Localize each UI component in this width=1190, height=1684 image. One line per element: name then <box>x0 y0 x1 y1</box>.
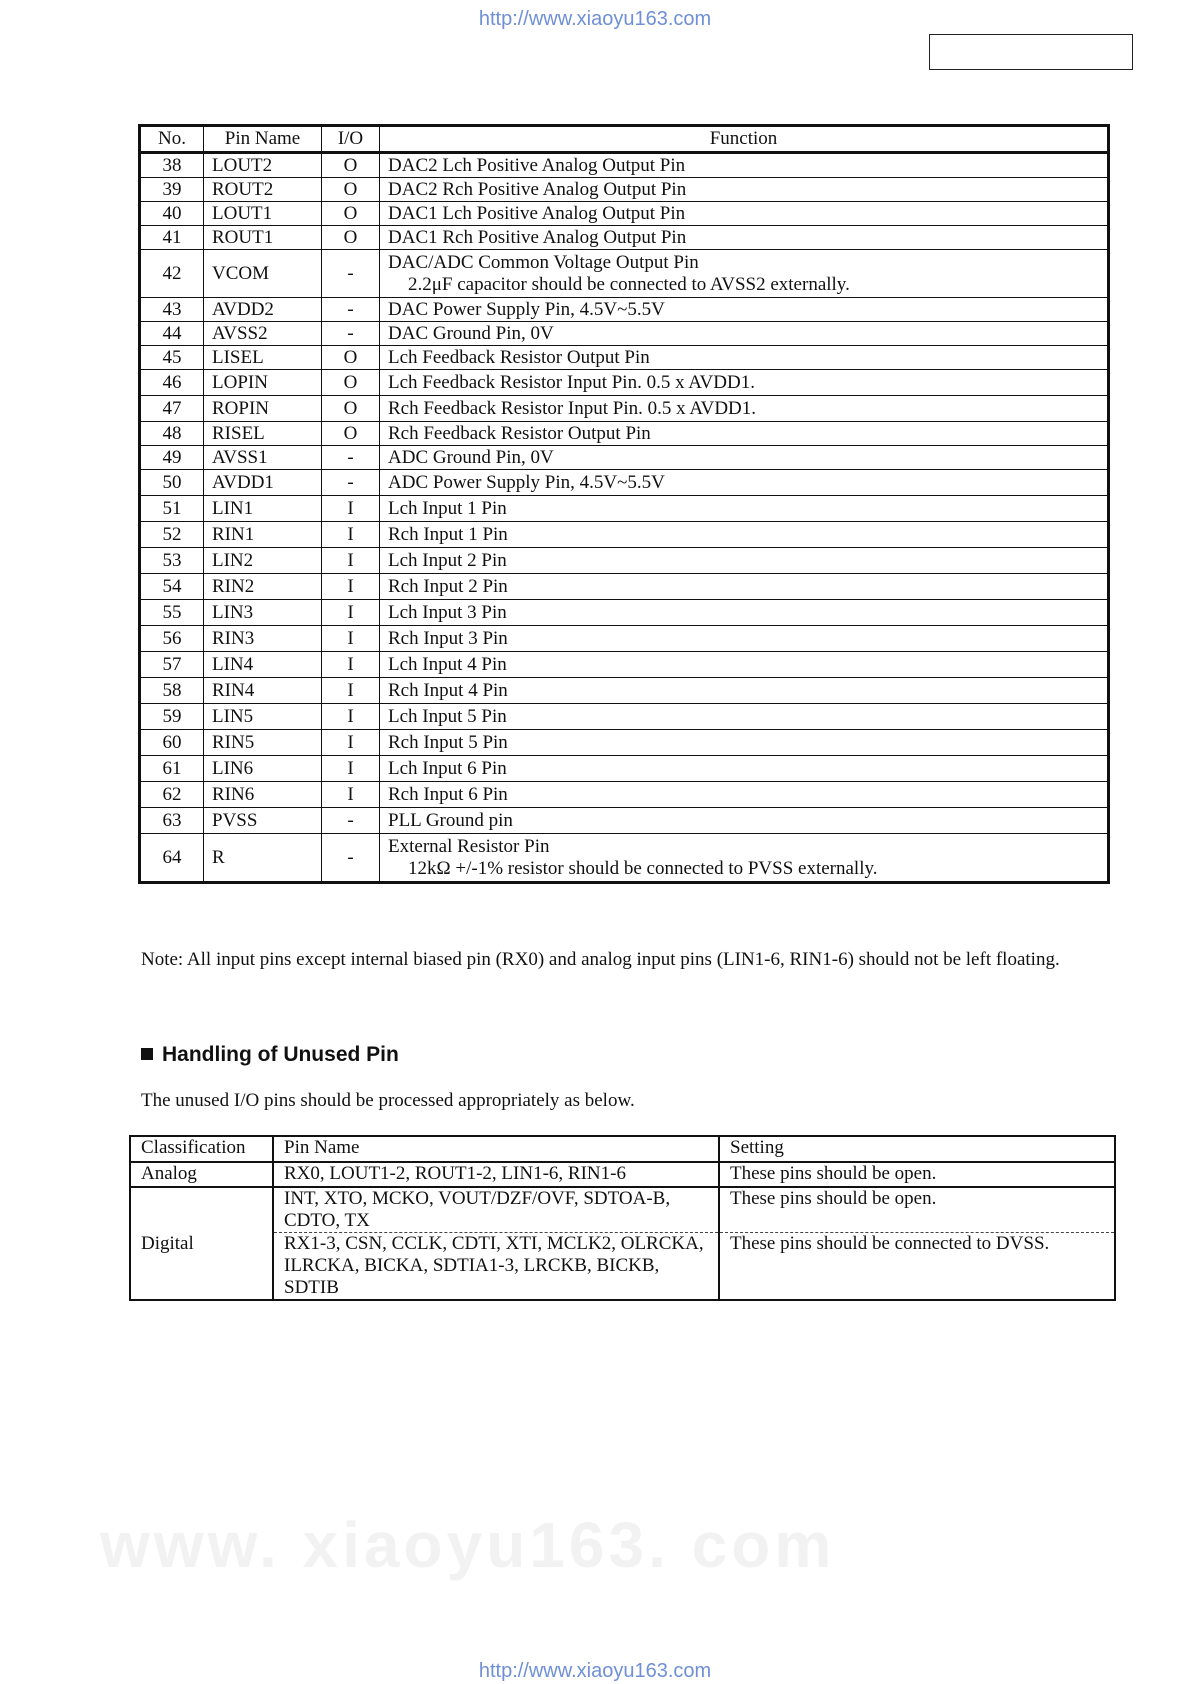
pin-function-cell <box>380 548 1109 574</box>
table-row <box>140 202 1109 226</box>
pin-function-cell <box>380 346 1109 370</box>
pin-function-cell <box>380 496 1109 522</box>
function-text: ADC Power Supply Pin, 4.5V~5.5V <box>388 471 665 493</box>
pin-no-cell: 59 <box>140 704 204 730</box>
pin-name-cell: RIN3 <box>204 626 322 652</box>
table-row <box>140 548 1109 574</box>
section-heading <box>141 1043 399 1067</box>
pin-io-cell: - <box>322 250 380 298</box>
pin-name-cell: AVSS1 <box>204 446 322 470</box>
pin-no-cell: 58 <box>140 678 204 704</box>
pin-name-cell: ROUT1 <box>204 226 322 250</box>
table-header-row <box>140 126 1109 153</box>
pin-name-cell: INT, XTO, MCKO, VOUT/DZF/OVF, SDTOA-B, CDTO, TX <box>273 1187 719 1233</box>
setting-cell: These pins should be connected to DVSS. <box>719 1233 1115 1301</box>
table-row <box>140 600 1109 626</box>
pin-function-cell <box>380 226 1109 250</box>
pin-no-cell: 46 <box>140 370 204 396</box>
pin-name-cell: AVSS2 <box>204 322 322 346</box>
table-row <box>140 782 1109 808</box>
pin-no-cell: 62 <box>140 782 204 808</box>
pin-no-cell: 38 <box>140 153 204 178</box>
unused-pin-table <box>129 1135 1116 1301</box>
pin-name-cell: RIN2 <box>204 574 322 600</box>
function-text: DAC/ADC Common Voltage Output Pin <box>388 251 699 273</box>
function-text: Rch Input 6 Pin <box>388 783 508 805</box>
setting-cell: These pins should be open. <box>719 1187 1115 1233</box>
pin-name-cell: AVDD2 <box>204 298 322 322</box>
pin-function-cell <box>380 626 1109 652</box>
table-row-digital-2 <box>130 1233 1115 1301</box>
function-text: Rch Input 5 Pin <box>388 731 508 753</box>
pin-io-cell: O <box>322 422 380 446</box>
table-row <box>140 730 1109 756</box>
function-text: Lch Input 6 Pin <box>388 757 507 779</box>
table-row <box>140 496 1109 522</box>
pin-no-cell: 56 <box>140 626 204 652</box>
pin-io-cell: I <box>322 600 380 626</box>
pin-function-cell <box>380 808 1109 834</box>
pin-name-cell: ROUT2 <box>204 178 322 202</box>
function-subtext: 2.2μF capacitor should be connected to AVSS2 externally. <box>408 273 850 295</box>
pin-function-cell <box>380 396 1109 422</box>
pin-function-cell <box>380 522 1109 548</box>
pin-no-cell: 41 <box>140 226 204 250</box>
pin-no-cell: 57 <box>140 652 204 678</box>
pin-io-cell: O <box>322 202 380 226</box>
table-row <box>140 704 1109 730</box>
pin-no-cell: 63 <box>140 808 204 834</box>
pin-no-cell: 51 <box>140 496 204 522</box>
table-row <box>140 808 1109 834</box>
table-row <box>140 446 1109 470</box>
pin-function-cell <box>380 652 1109 678</box>
pin-io-cell: - <box>322 322 380 346</box>
function-text: DAC1 Lch Positive Analog Output Pin <box>388 202 686 224</box>
pin-io-cell: I <box>322 496 380 522</box>
pin-function-cell <box>380 574 1109 600</box>
pin-no-cell: 39 <box>140 178 204 202</box>
pin-name-cell: LIN4 <box>204 652 322 678</box>
table-row <box>140 574 1109 600</box>
pin-name-cell: RIN4 <box>204 678 322 704</box>
function-text: Rch Input 4 Pin <box>388 679 508 701</box>
table-row <box>140 346 1109 370</box>
pin-io-cell: - <box>322 834 380 883</box>
table-row-analog <box>130 1162 1115 1187</box>
function-text: DAC2 Lch Positive Analog Output Pin <box>388 154 686 176</box>
pin-no-cell: 47 <box>140 396 204 422</box>
pin-function-cell <box>380 756 1109 782</box>
pin-name-cell: RX1-3, CSN, CCLK, CDTI, XTI, MCLK2, OLRCKA, ILRCKA, BICKA, SDTIA1-3, LRCKB, BICKB, SDTIB <box>273 1233 719 1301</box>
pin-no-cell: 55 <box>140 600 204 626</box>
table-row <box>140 470 1109 496</box>
pin-name-cell: LIN6 <box>204 756 322 782</box>
pin-function-cell <box>380 470 1109 496</box>
function-text: Rch Input 3 Pin <box>388 627 508 649</box>
table-row <box>140 153 1109 178</box>
pin-io-cell: - <box>322 446 380 470</box>
pin-name-cell: ROPIN <box>204 396 322 422</box>
pin-io-cell: O <box>322 396 380 422</box>
function-subtext: 12kΩ +/-1% resistor should be connected to PVSS externally. <box>408 857 878 879</box>
pin-function-table <box>138 124 1110 884</box>
pin-name-cell: RIN1 <box>204 522 322 548</box>
col-header-io: I/O <box>322 126 380 153</box>
pin-function-cell <box>380 178 1109 202</box>
table-row <box>140 322 1109 346</box>
pin-name-cell: LISEL <box>204 346 322 370</box>
pin-name-cell: LOUT1 <box>204 202 322 226</box>
pin-function-cell <box>380 322 1109 346</box>
function-text: Lch Feedback Resistor Output Pin <box>388 346 650 368</box>
function-text: Lch Input 1 Pin <box>388 497 507 519</box>
table-row <box>140 652 1109 678</box>
classification-cell: Digital <box>130 1187 273 1300</box>
pin-io-cell: O <box>322 178 380 202</box>
pin-function-cell <box>380 782 1109 808</box>
function-text: Lch Feedback Resistor Input Pin. 0.5 x AVDD1. <box>388 371 755 393</box>
pin-io-cell: I <box>322 652 380 678</box>
pin-name-cell: RIN6 <box>204 782 322 808</box>
pin-io-cell: O <box>322 153 380 178</box>
pin-no-cell: 44 <box>140 322 204 346</box>
pin-no-cell: 49 <box>140 446 204 470</box>
pin-name-cell: RIN5 <box>204 730 322 756</box>
pin-function-cell <box>380 600 1109 626</box>
page-number-box <box>929 34 1133 70</box>
col-header-pin-name: Pin Name <box>273 1136 719 1162</box>
pin-function-cell <box>380 153 1109 178</box>
table-row <box>140 226 1109 250</box>
table-row <box>140 370 1109 396</box>
pin-function-cell <box>380 834 1109 883</box>
pin-no-cell: 53 <box>140 548 204 574</box>
pin-io-cell: I <box>322 574 380 600</box>
table-row-digital-1 <box>130 1187 1115 1233</box>
pin-function-cell <box>380 422 1109 446</box>
pin-io-cell: I <box>322 678 380 704</box>
function-text: Rch Input 1 Pin <box>388 523 508 545</box>
col-header-classification: Classification <box>130 1136 273 1162</box>
pin-name-cell: PVSS <box>204 808 322 834</box>
pin-function-cell <box>380 704 1109 730</box>
pin-no-cell: 64 <box>140 834 204 883</box>
pin-io-cell: I <box>322 548 380 574</box>
pin-no-cell: 48 <box>140 422 204 446</box>
footer-url[interactable]: http://www.xiaoyu163.com <box>478 1660 712 1682</box>
pin-name-cell: VCOM <box>204 250 322 298</box>
pin-no-cell: 52 <box>140 522 204 548</box>
pin-name-cell: LOPIN <box>204 370 322 396</box>
table-row <box>140 298 1109 322</box>
pin-io-cell: - <box>322 298 380 322</box>
table-row <box>140 178 1109 202</box>
function-text: DAC Power Supply Pin, 4.5V~5.5V <box>388 298 665 320</box>
col-header-no: No. <box>140 126 204 153</box>
pin-io-cell: O <box>322 346 380 370</box>
pin-io-cell: I <box>322 756 380 782</box>
pin-name-cell: RX0, LOUT1-2, ROUT1-2, LIN1-6, RIN1-6 <box>273 1162 719 1187</box>
pin-no-cell: 42 <box>140 250 204 298</box>
table-row <box>140 422 1109 446</box>
pin-name-cell: LIN1 <box>204 496 322 522</box>
pin-function-cell <box>380 730 1109 756</box>
pin-name-cell: LIN2 <box>204 548 322 574</box>
pin-io-cell: I <box>322 522 380 548</box>
function-text: DAC Ground Pin, 0V <box>388 322 554 344</box>
table-row <box>140 250 1109 298</box>
function-text: Rch Feedback Resistor Input Pin. 0.5 x AVDD1. <box>388 397 757 419</box>
pin-name-cell: RISEL <box>204 422 322 446</box>
pin-no-cell: 50 <box>140 470 204 496</box>
table-row <box>140 834 1109 883</box>
col-header-setting: Setting <box>719 1136 1115 1162</box>
pin-no-cell: 40 <box>140 202 204 226</box>
pin-name-cell: LOUT2 <box>204 153 322 178</box>
pin-io-cell: O <box>322 226 380 250</box>
table-row <box>140 678 1109 704</box>
function-text: Rch Feedback Resistor Output Pin <box>388 422 651 444</box>
pin-function-cell <box>380 446 1109 470</box>
pin-io-cell: I <box>322 782 380 808</box>
pin-name-cell: LIN3 <box>204 600 322 626</box>
function-text: ADC Ground Pin, 0V <box>388 446 554 468</box>
pin-no-cell: 61 <box>140 756 204 782</box>
function-text: Lch Input 4 Pin <box>388 653 507 675</box>
pin-name-cell: LIN5 <box>204 704 322 730</box>
pin-no-cell: 60 <box>140 730 204 756</box>
table-row <box>140 756 1109 782</box>
col-header-pin-name: Pin Name <box>204 126 322 153</box>
function-text: External Resistor Pin <box>388 835 550 857</box>
pin-io-cell: - <box>322 470 380 496</box>
function-text: PLL Ground pin <box>388 809 513 831</box>
pin-function-cell <box>380 678 1109 704</box>
function-text: Rch Input 2 Pin <box>388 575 508 597</box>
pin-function-cell <box>380 250 1109 298</box>
function-text: Lch Input 3 Pin <box>388 601 507 623</box>
pin-io-cell: I <box>322 626 380 652</box>
section-title: Handling of Unused Pin <box>162 1043 399 1066</box>
bullet-square-icon <box>141 1048 153 1060</box>
table-row <box>140 396 1109 422</box>
pin-io-cell: I <box>322 704 380 730</box>
pin-io-cell: I <box>322 730 380 756</box>
note-text: Note: All input pins except internal biased pin (RX0) and analog input pins (LIN1-6, RIN1-6) should not be left floating. <box>141 949 1060 970</box>
pin-io-cell: - <box>322 808 380 834</box>
pin-name-cell: R <box>204 834 322 883</box>
function-text: DAC2 Rch Positive Analog Output Pin <box>388 178 687 200</box>
function-text: Lch Input 2 Pin <box>388 549 507 571</box>
pin-no-cell: 45 <box>140 346 204 370</box>
header-url[interactable]: http://www.xiaoyu163.com <box>478 8 712 30</box>
pin-function-cell <box>380 202 1109 226</box>
table-row <box>140 626 1109 652</box>
pin-no-cell: 43 <box>140 298 204 322</box>
pin-function-cell <box>380 370 1109 396</box>
function-text: Lch Input 5 Pin <box>388 705 507 727</box>
pin-no-cell: 54 <box>140 574 204 600</box>
col-header-function: Function <box>380 126 1109 153</box>
function-text: DAC1 Rch Positive Analog Output Pin <box>388 226 687 248</box>
classification-cell: Analog <box>130 1162 273 1187</box>
pin-function-cell <box>380 298 1109 322</box>
setting-cell: These pins should be open. <box>719 1162 1115 1187</box>
table-header-row <box>130 1136 1115 1162</box>
pin-name-cell: AVDD1 <box>204 470 322 496</box>
pin-io-cell: O <box>322 370 380 396</box>
table-row <box>140 522 1109 548</box>
intro-text: The unused I/O pins should be processed appropriately as below. <box>141 1090 635 1111</box>
watermark: www. xiaoyu163. com <box>100 1509 836 1581</box>
